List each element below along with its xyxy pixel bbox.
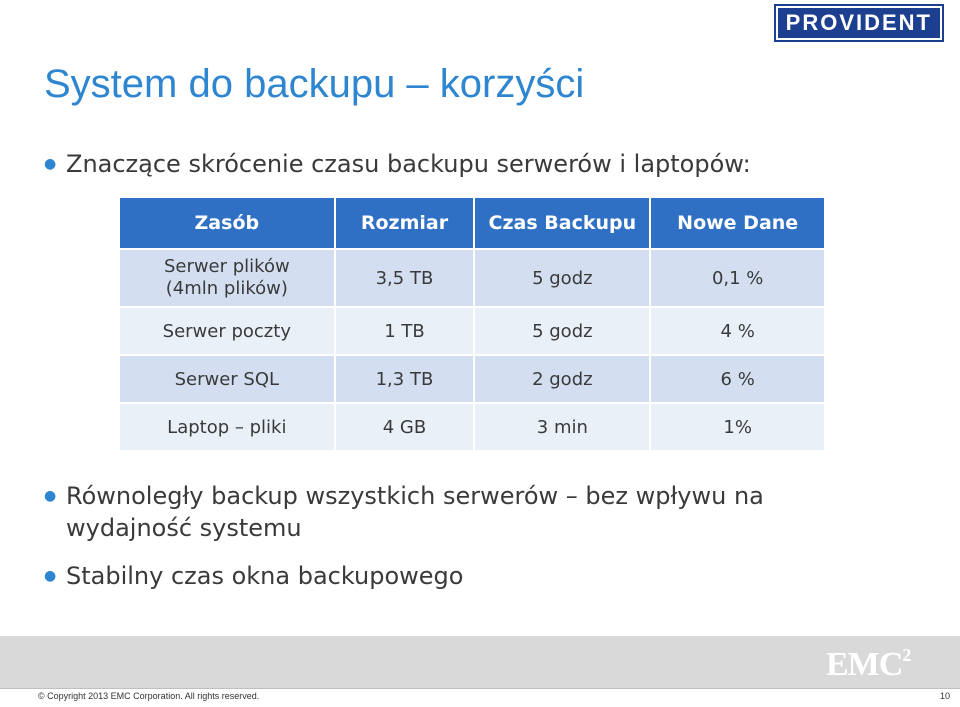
footer-bar — [0, 688, 960, 707]
bullet-icon: ● — [44, 488, 57, 504]
table-cell: 5 godz — [475, 308, 651, 356]
table-row — [120, 356, 826, 404]
table-row — [120, 404, 826, 452]
table-cell: 0,1 % — [651, 250, 826, 308]
slide-title: System do backupu – korzyści — [44, 62, 585, 106]
table-cell: Laptop – pliki — [120, 404, 336, 452]
backup-table — [120, 198, 826, 452]
bullet-item — [44, 560, 463, 592]
table-cell: 3 min — [475, 404, 651, 452]
bullet-text: Stabilny czas okna backupowego — [66, 562, 464, 590]
emc-logo — [826, 645, 910, 684]
table-cell: Serwer SQL — [120, 356, 336, 404]
table-cell: Serwer poczty — [120, 308, 336, 356]
bullet-text: Znaczące skrócenie czasu backupu serwerów i laptopów: — [66, 150, 751, 178]
table-cell: 4 GB — [336, 404, 476, 452]
copyright-text: © Copyright 2013 EMC Corporation. All rights reserved. — [38, 691, 260, 701]
footer-band — [0, 636, 960, 688]
table-cell: 5 godz — [475, 250, 651, 308]
table-cell: 4 % — [651, 308, 826, 356]
bullet-icon: ● — [44, 156, 57, 172]
table-header-row — [120, 198, 826, 250]
table-cell: 1,3 TB — [336, 356, 476, 404]
table-cell: 6 % — [651, 356, 826, 404]
table-cell: 1 TB — [336, 308, 476, 356]
table-header-cell: Zasób — [120, 198, 336, 250]
emc-logo-sup: 2 — [902, 645, 911, 665]
table-header-cell: Nowe Dane — [651, 198, 826, 250]
table-cell: 3,5 TB — [336, 250, 476, 308]
table-header-cell: Rozmiar — [336, 198, 476, 250]
table-cell: 2 godz — [475, 356, 651, 404]
provident-logo: PROVIDENT — [776, 6, 942, 40]
table-row — [120, 308, 826, 356]
bullet-item — [44, 148, 751, 180]
table-cell: Serwer plików (4mln plików) — [120, 250, 336, 308]
table-header-cell: Czas Backupu — [475, 198, 651, 250]
bullet-item — [44, 480, 844, 544]
bullet-icon: ● — [44, 568, 57, 584]
table-cell: 1% — [651, 404, 826, 452]
bullet-text: Równoległy backup wszystkich serwerów – bez wpływu na wydajność systemu — [66, 482, 764, 542]
page-number: 10 — [939, 691, 950, 701]
emc-logo-text: EMC — [826, 646, 903, 683]
table-row — [120, 250, 826, 308]
